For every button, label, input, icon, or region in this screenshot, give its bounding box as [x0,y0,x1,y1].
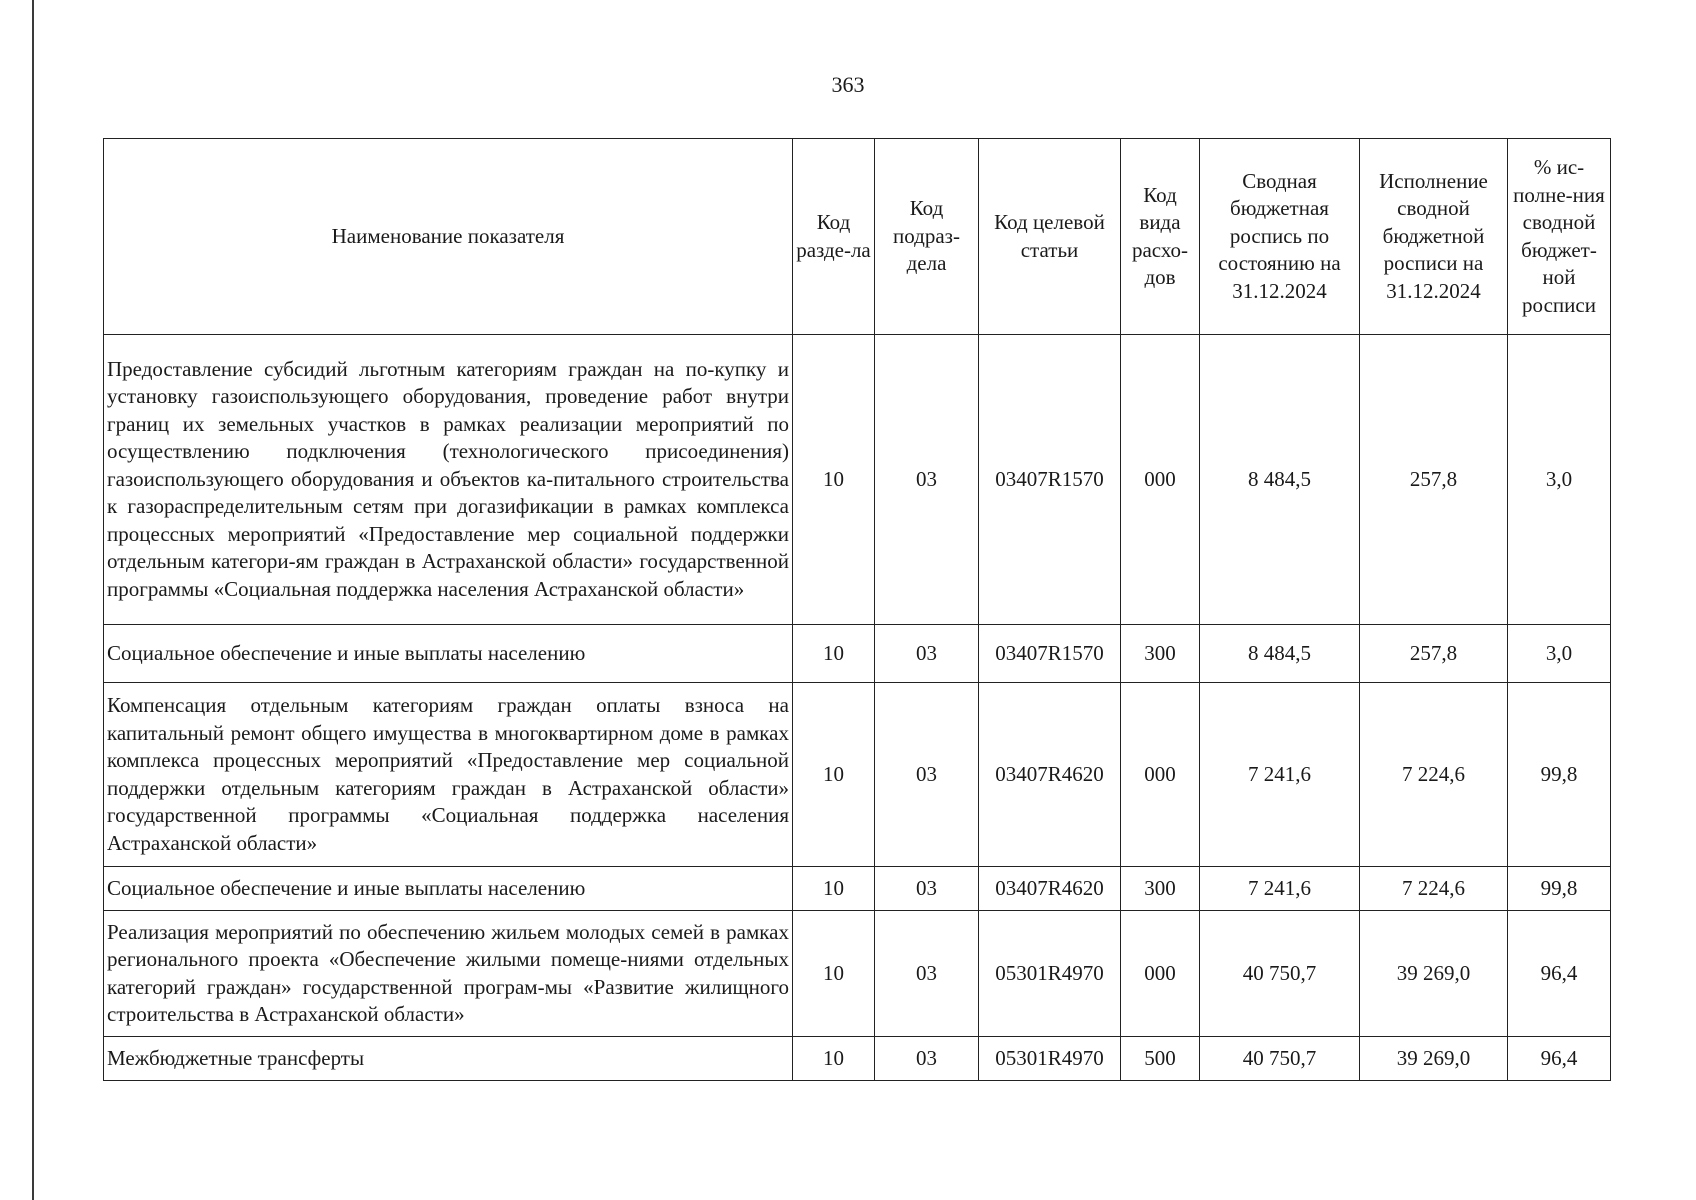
row-budget-value: 8 484,5 [1200,335,1360,625]
row-subsection-code: 03 [875,625,979,683]
row-expense-type-code: 300 [1121,867,1200,911]
table-header-row [104,139,1611,335]
row-percent-value: 3,0 [1508,335,1611,625]
row-percent-value: 3,0 [1508,625,1611,683]
row-indicator-name: Межбюджетные трансферты [104,1037,793,1081]
row-indicator-name: Социальное обеспечение и иные выплаты населению [104,867,793,911]
header-subsection-code: Код подраз-дела [875,139,979,335]
row-execution-value: 7 224,6 [1360,683,1508,867]
row-subsection-code: 03 [875,335,979,625]
header-target-code: Код целевой статьи [979,139,1121,335]
row-target-code: 05301R4970 [979,1037,1121,1081]
budget-table [103,138,1611,1081]
row-budget-value: 7 241,6 [1200,867,1360,911]
scan-edge-line [32,0,34,1200]
row-target-code: 05301R4970 [979,911,1121,1037]
row-subsection-code: 03 [875,683,979,867]
row-execution-value: 7 224,6 [1360,867,1508,911]
row-execution-value: 39 269,0 [1360,911,1508,1037]
page-number: 363 [831,72,865,97]
row-section-code: 10 [793,1037,875,1081]
header-section-code: Код разде-ла [793,139,875,335]
row-target-code: 03407R4620 [979,683,1121,867]
header-budget-execution: Исполнение сводной бюджетной росписи на 31.12.2024 [1360,139,1508,335]
row-subsection-code: 03 [875,1037,979,1081]
row-indicator-name: Реализация мероприятий по обеспечению жильем молодых семей в рамках регионального проекта «Обеспечение жилыми помеще-ниями отдельных категорий граждан» государственной програм-мы «Развитие жилищного строительства в Астраханской области» [104,911,793,1037]
row-indicator-name: Социальное обеспечение и иные выплаты населению [104,625,793,683]
row-execution-value: 257,8 [1360,335,1508,625]
table-row [104,335,1611,625]
header-budget-schedule: Сводная бюджетная роспись по состоянию на 31.12.2024 [1200,139,1360,335]
row-target-code: 03407R1570 [979,335,1121,625]
row-budget-value: 40 750,7 [1200,1037,1360,1081]
header-expense-type-code: Код вида расхо-дов [1121,139,1200,335]
row-percent-value: 96,4 [1508,1037,1611,1081]
row-expense-type-code: 000 [1121,683,1200,867]
row-percent-value: 99,8 [1508,683,1611,867]
header-execution-percent: % ис-полне-ния сводной бюджет-ной росписи [1508,139,1611,335]
row-execution-value: 257,8 [1360,625,1508,683]
table-row [104,867,1611,911]
row-subsection-code: 03 [875,867,979,911]
row-section-code: 10 [793,683,875,867]
row-expense-type-code: 000 [1121,335,1200,625]
row-budget-value: 8 484,5 [1200,625,1360,683]
table-row [104,1037,1611,1081]
row-section-code: 10 [793,335,875,625]
table-row [104,911,1611,1037]
row-expense-type-code: 500 [1121,1037,1200,1081]
table-row [104,683,1611,867]
row-percent-value: 99,8 [1508,867,1611,911]
row-budget-value: 40 750,7 [1200,911,1360,1037]
row-execution-value: 39 269,0 [1360,1037,1508,1081]
row-expense-type-code: 300 [1121,625,1200,683]
table-row [104,625,1611,683]
header-indicator-name: Наименование показателя [104,139,793,335]
row-budget-value: 7 241,6 [1200,683,1360,867]
row-target-code: 03407R4620 [979,867,1121,911]
row-target-code: 03407R1570 [979,625,1121,683]
row-section-code: 10 [793,625,875,683]
row-section-code: 10 [793,911,875,1037]
row-expense-type-code: 000 [1121,911,1200,1037]
row-indicator-name: Предоставление субсидий льготным категориям граждан на по-купку и установку газоиспользующего оборудования, проведение работ внутри границ их земельных участков в рамках реализации мероприятий по осуществлению подключения (технологического присоединения) газоиспользующего оборудования и объектов ка-питального строительства к газораспределительным сетям при догазификации в рамках комплекса процессных мероприятий «Предоставление мер социальной поддержки отдельным категори-ям граждан в Астраханской области» государственной программы «Социальная поддержка населения Астраханской области» [104,335,793,625]
row-subsection-code: 03 [875,911,979,1037]
row-indicator-name: Компенсация отдельным категориям граждан оплаты взноса на капитальный ремонт общего имущества в многоквартирном доме в рамках комплекса процессных мероприятий «Предоставление мер социальной поддержки отдельным категориям граждан в Астраханской области» государственной программы «Социальная поддержка населения Астраханской области» [104,683,793,867]
row-percent-value: 96,4 [1508,911,1611,1037]
row-section-code: 10 [793,867,875,911]
